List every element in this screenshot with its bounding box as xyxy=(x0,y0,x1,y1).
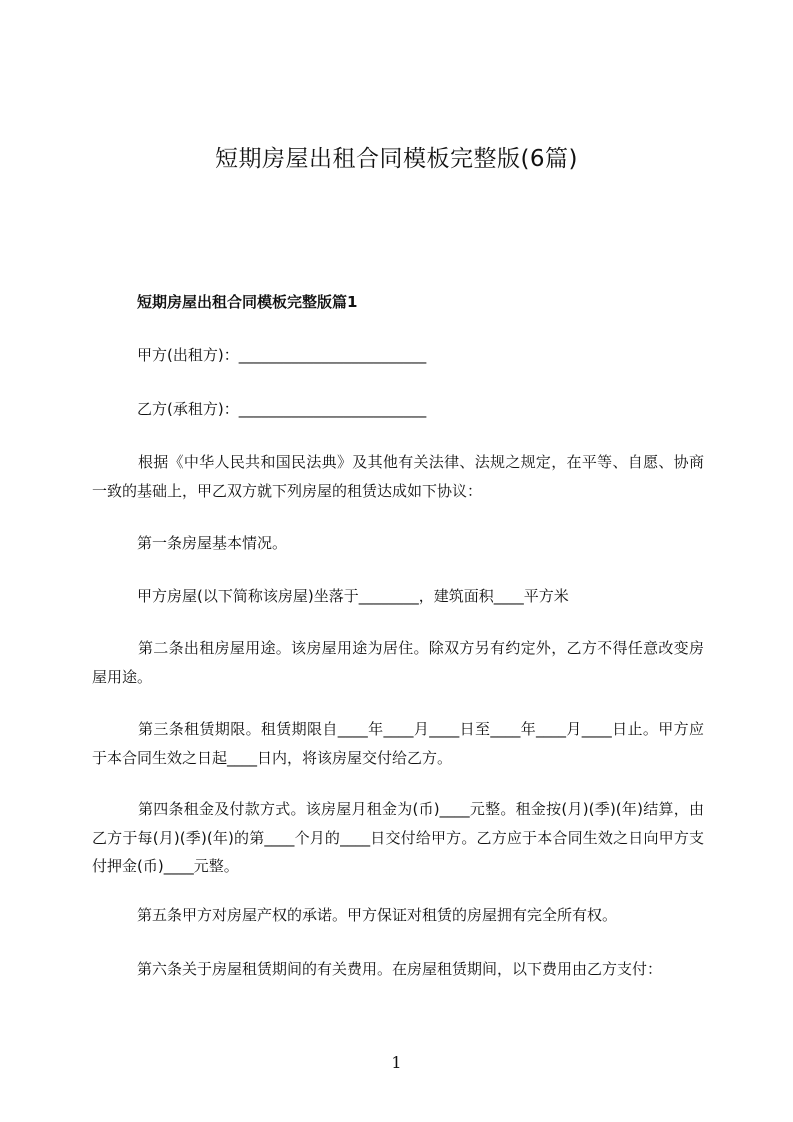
article-1-location: 甲方房屋(以下简称该房屋)坐落于________，建筑面积____平方米 xyxy=(137,587,569,605)
section-heading: 短期房屋出租合同模板完整版篇1 xyxy=(137,293,358,311)
page-number: 1 xyxy=(391,1053,402,1072)
article-1-heading: 第一条房屋基本情况。 xyxy=(137,534,288,552)
document-title: 短期房屋出租合同模板完整版(6篇) xyxy=(214,146,579,172)
article-3-paragraph: 第三条租赁期限。租赁期限自____年____月____日至____年____月____日止。甲方应于本合同生效之日起____日内，将该房屋交付给乙方。 xyxy=(92,720,704,767)
article-2-paragraph: 第二条出租房屋用途。该房屋用途为居住。除双方另有约定外，乙方不得任意改变房屋用途。 xyxy=(92,639,704,686)
preamble-paragraph: 根据《中华人民共和国民法典》及其他有关法律、法规之规定，在平等、自愿、协商一致的基础上，甲乙双方就下列房屋的租赁达成如下协议： xyxy=(92,453,704,500)
party-b-line: 乙方(承租方)：_________________________ xyxy=(137,400,427,418)
article-6-paragraph: 第六条关于房屋租赁期间的有关费用。在房屋租赁期间，以下费用由乙方支付： xyxy=(137,960,663,978)
article-5-paragraph: 第五条甲方对房屋产权的承诺。甲方保证对租赁的房屋拥有完全所有权。 xyxy=(137,906,618,924)
party-a-line: 甲方(出租方)：_________________________ xyxy=(137,346,427,364)
article-4-paragraph: 第四条租金及付款方式。该房屋月租金为(币)____元整。租金按(月)(季)(年)结算，由乙方于每(月)(季)(年)的第____个月的____日交付给甲方。乙方应于本合同生效之日向甲方支付押金(币)____元整。 xyxy=(92,800,704,876)
